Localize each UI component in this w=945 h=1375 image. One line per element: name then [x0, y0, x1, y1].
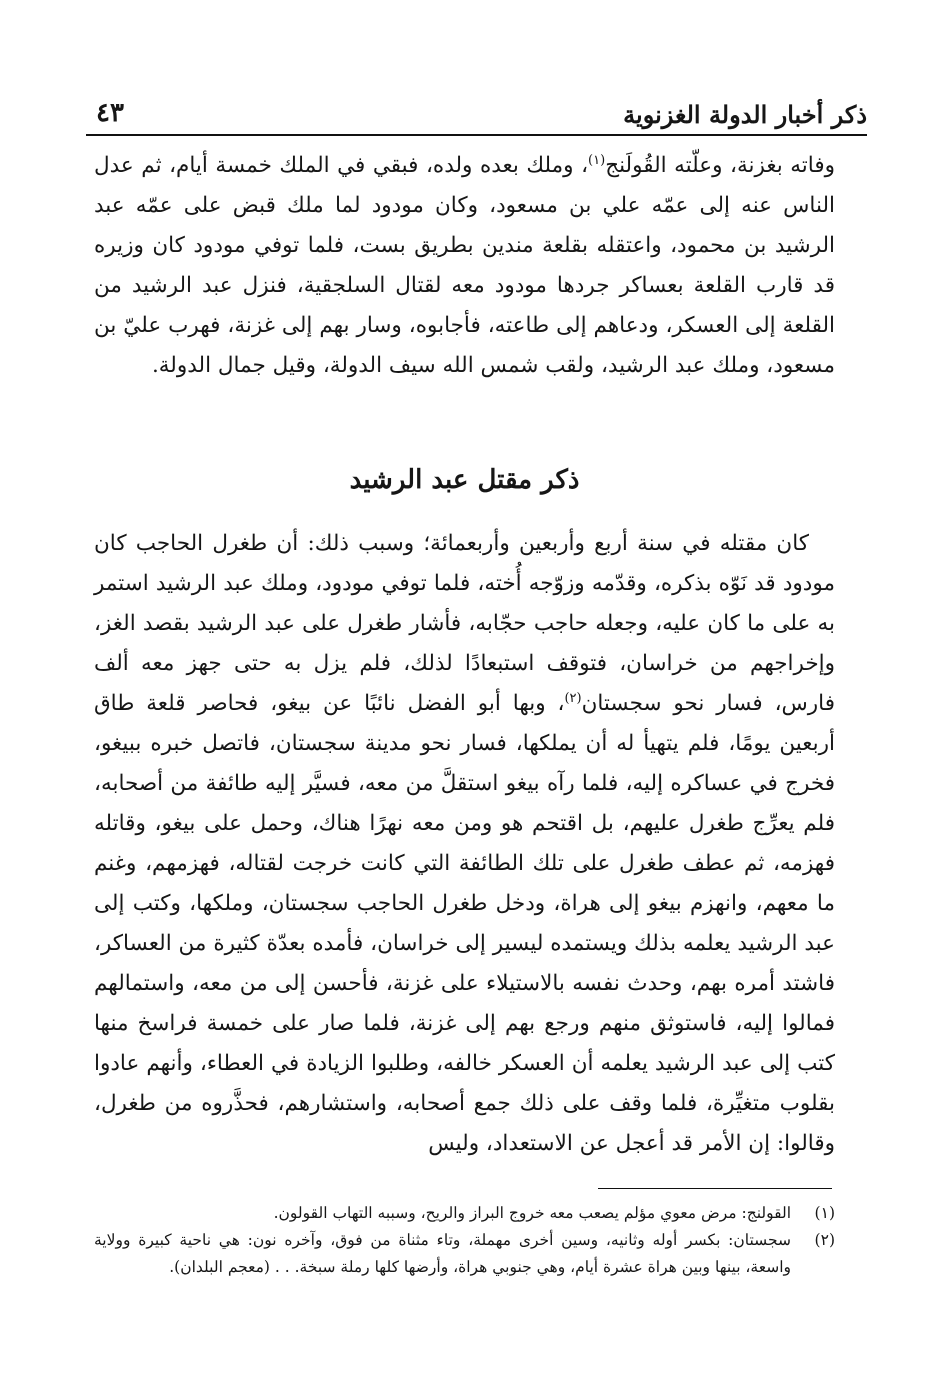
footnote-separator	[598, 1188, 832, 1189]
footnote-ref-2[interactable]: (٢)	[564, 690, 582, 706]
paragraph-1	[94, 146, 835, 386]
page-number: ٤٣	[96, 98, 124, 128]
paragraph-2	[94, 524, 835, 1164]
section-heading: ذكر مقتل عبد الرشيد	[349, 465, 580, 495]
footnotes	[94, 1200, 835, 1281]
paragraph-2-part-2: ، وبها أبو الفضل نائبًا عن بيغو، فحاصر قلعة طاق أربعين يومًا، فلم يتهيأ له أن يملكها، فسار نحو مدينة سجستان، فاتصل خبره ببيغو، فخرج في عساكره إليه، فلما رآه بيغو استقلَّ من معه، فسيَّر إليه طائفة من أصحابه، فلم يعرِّج طغرل عليهم، بل اقتحم هو ومن معه نهرًا هناك، وحمل على بيغو، وقاتله فهزمه، ثم عطف طغرل على تلك الطائفة التي كانت خرجت لقتاله، فهزمهم، وغنم ما معهم، وانهزم بيغو إلى هراة، ودخل طغرل الحاجب سجستان، وملكها، وكتب إلى عبد الرشيد يعلمه بذلك ويستمده ليسير إلى خراسان، فأمده بعدّة كثيرة من العساكر، فاشتد أمره بهم، وحدث نفسه بالاستيلاء على غزنة، فأحسن إلى من معه، واستمالهم فمالوا إليه، فاستوثق منهم ورجع بهم إلى غزنة، فلما صار على خمسة فراسخ منها كتب إلى عبد الرشيد يعلمه أن العسكر خالفه، وطلبوا الزيادة في العطاء، وأنهم عادوا بقلوب متغيِّرة، فلما وقف على ذلك جمع أصحابه، واستشارهم، فحذَّروه من طغرل، وقالوا: إن الأمر قد أعجل عن الاستعداد، وليس	[94, 691, 835, 1156]
footnote-2	[94, 1227, 835, 1281]
paragraph-2-part-1: كان مقتله في سنة أربع وأربعين وأربعمائة؛ وسبب ذلك: أن طغرل الحاجب كان مودود قد نَوّه بذكره، وقدّمه وزوّجه أُخته، فلما توفي مودود، وملك عبد الرشيد استمر به على ما كان عليه، وجعله حاجب حجّابه، فأشار طغرل على عبد الرشيد بقصد الغز، وإخراجهم من خراسان، فتوقف استبعادًا لذلك، فلم يزل به حتى جهز معه ألف فارس، فسار نحو سجستان	[94, 531, 835, 716]
header-rule	[86, 134, 867, 136]
paragraph-1-part-1: وفاته بغزنة، وعلّته القُولَنج	[605, 153, 835, 178]
running-title: ذكر أخبار الدولة الغزنوية	[623, 100, 867, 129]
footnote-1-number: (١)	[814, 1204, 835, 1222]
footnote-1-text: القولنج: مرض معوي مؤلم يصعب معه خروج البراز والريح، وسببه التهاب القولون.	[273, 1204, 791, 1222]
footnote-2-number: (٢)	[814, 1231, 835, 1249]
footnote-1	[94, 1200, 835, 1227]
main-text-top	[94, 146, 835, 386]
paragraph-1-part-2: ، وملك بعده ولده، فبقي في الملك خمسة أيام، ثم عدل الناس عنه إلى عمّه علي بن مسعود، وكان مودود لما ملك قبض على عمّه عبد الرشيد بن محمود، واعتقله بقلعة مندين بطريق بست، فلما توفي مودود كان وزيره قد قارب القلعة بعساكر جردها مودود معه لقتال السلجقية، فنزل عبد الرشيد من القلعة إلى العسكر، ودعاهم إلى طاعته، فأجابوه، وسار بهم إلى غزنة، فهرب عليّ بن مسعود، وملك عبد الرشيد، ولقب شمس الله سيف الدولة، وقيل جمال الدولة.	[94, 153, 835, 378]
footnote-2-text: سجستان: بكسر أوله وثانيه، وسين أخرى مهملة، وتاء مثناة من فوق، وآخره نون: هي ناحية كبيرة وولاية واسعة، بينها وبين هراة عشرة أيام، وهي جنوبي هراة، وأرضها كلها رملة سبخة. . . (معجم البلدان).	[94, 1231, 791, 1276]
main-text-bottom	[94, 524, 835, 1164]
running-header	[86, 92, 867, 136]
footnote-ref-1[interactable]: (١)	[588, 152, 606, 168]
